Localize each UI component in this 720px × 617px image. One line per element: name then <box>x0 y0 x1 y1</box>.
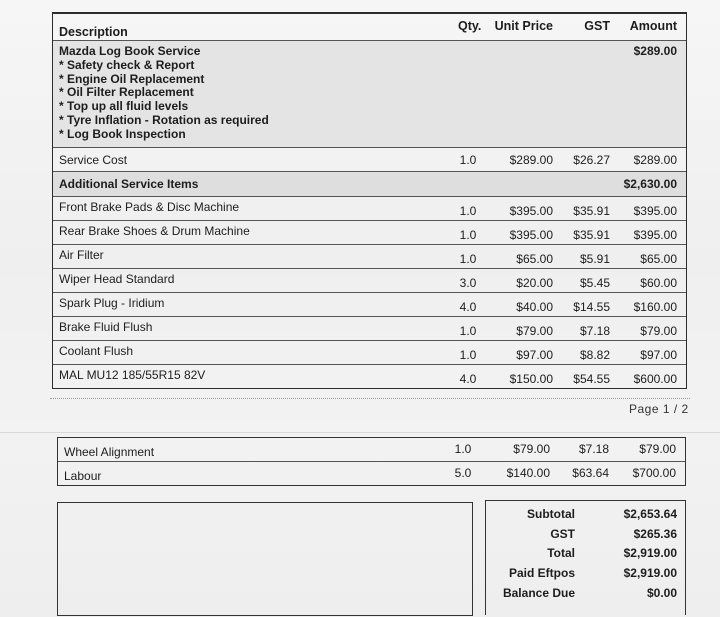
paid-value: $2,919.00 <box>623 566 677 580</box>
table-row <box>53 244 686 268</box>
row-amount: $65.00 <box>640 252 677 266</box>
row-qty: 1.0 <box>459 204 477 218</box>
row-description: Wheel Alignment <box>64 445 155 459</box>
row-unit-price: $140.00 <box>506 466 550 480</box>
row-unit-price: $79.00 <box>513 442 550 456</box>
row-qty: 1.0 <box>459 324 477 338</box>
row-unit-price: $150.00 <box>509 372 553 386</box>
paid-label: Paid Eftpos <box>508 566 575 580</box>
row-gst: $54.55 <box>573 372 610 386</box>
header-description: Description <box>59 25 128 39</box>
additional-title: Additional Service Items <box>59 177 199 191</box>
row-unit-price: $79.00 <box>516 324 553 338</box>
row-qty: 4.0 <box>459 372 477 386</box>
row-amount: $289.00 <box>633 153 677 167</box>
row-description: Rear Brake Shoes & Drum Machine <box>59 224 250 238</box>
row-description: Wiper Head Standard <box>59 272 175 286</box>
service-checklist-item: * Engine Oil Replacement <box>59 71 205 86</box>
row-qty: 3.0 <box>459 276 477 290</box>
header-amount: Amount <box>629 19 677 33</box>
row-description: MAL MU12 185/55R15 82V <box>59 368 206 382</box>
total-value: $2,919.00 <box>623 546 677 560</box>
subtotal-label: Subtotal <box>527 507 575 521</box>
service-checklist-item: * Top up all fluid levels <box>59 99 189 114</box>
table-row <box>53 364 686 388</box>
row-gst: $26.27 <box>573 153 610 167</box>
header-gst: GST <box>584 19 610 33</box>
header-qty: Qty. <box>458 19 482 33</box>
row-unit-price: $97.00 <box>516 348 553 362</box>
row-description: Spark Plug - Iridium <box>59 296 165 310</box>
row-qty: 1.0 <box>454 442 472 456</box>
row-unit-price: $20.00 <box>516 276 553 290</box>
row-unit-price: $289.00 <box>509 153 553 167</box>
table-row <box>58 438 685 461</box>
row-gst: $35.91 <box>573 228 610 242</box>
row-description: Front Brake Pads & Disc Machine <box>59 200 240 214</box>
row-qty: 1.0 <box>459 153 477 167</box>
service-title: Mazda Log Book Service <box>59 44 201 58</box>
row-description: Labour <box>64 469 102 483</box>
table-row <box>53 340 686 364</box>
row-amount: $79.00 <box>639 442 676 456</box>
row-gst: $5.91 <box>579 252 610 266</box>
row-amount: $160.00 <box>633 300 677 314</box>
row-qty: 1.0 <box>459 228 477 242</box>
row-gst: $8.82 <box>579 348 610 362</box>
row-description: Service Cost <box>59 153 128 167</box>
balance-value: $0.00 <box>646 586 677 600</box>
row-description: Air Filter <box>59 248 104 262</box>
row-qty: 1.0 <box>459 252 477 266</box>
row-description: Brake Fluid Flush <box>59 320 153 334</box>
row-description: Coolant Flush <box>59 344 134 358</box>
row-amount: $79.00 <box>640 324 677 338</box>
service-checklist-item: * Safety check & Report <box>59 58 195 72</box>
invoice-table-continued <box>57 437 686 486</box>
row-gst: $35.91 <box>573 204 610 218</box>
subtotal-value: $2,653.64 <box>623 507 677 521</box>
invoice-table <box>52 12 687 389</box>
row-gst: $7.18 <box>578 442 609 456</box>
table-row <box>53 220 686 244</box>
row-amount: $600.00 <box>633 372 677 386</box>
table-header <box>53 14 686 40</box>
table-row <box>53 316 686 340</box>
row-gst: $63.64 <box>572 466 609 480</box>
table-row <box>53 292 686 316</box>
balance-label: Balance Due <box>502 586 575 600</box>
row-unit-price: $395.00 <box>509 228 553 242</box>
service-checklist <box>59 59 269 141</box>
table-row <box>58 461 685 485</box>
table-row <box>53 196 686 220</box>
row-amount: $60.00 <box>640 276 677 290</box>
row-qty: 5.0 <box>454 466 472 480</box>
row-unit-price: $65.00 <box>516 252 553 266</box>
row-qty: 4.0 <box>459 300 477 314</box>
row-unit-price: $395.00 <box>509 204 553 218</box>
gst-value: $265.36 <box>633 527 677 541</box>
service-cost-row <box>53 147 686 171</box>
service-checklist-item: * Oil Filter Replacement <box>59 85 194 100</box>
service-checklist-item: * Tyre Inflation - Rotation as required <box>59 112 269 127</box>
additional-items-header <box>53 171 686 196</box>
row-gst: $14.55 <box>573 300 610 314</box>
row-amount: $395.00 <box>633 228 677 242</box>
service-amount: $289.00 <box>633 44 677 58</box>
header-unit-price: Unit Price <box>494 19 553 33</box>
row-gst: $7.18 <box>579 324 610 338</box>
row-amount: $700.00 <box>632 466 676 480</box>
row-amount: $395.00 <box>633 204 677 218</box>
notes-box <box>57 502 473 616</box>
row-gst: $5.45 <box>579 276 610 290</box>
row-unit-price: $40.00 <box>516 300 553 314</box>
additional-amount: $2,630.00 <box>623 177 677 191</box>
table-row <box>53 268 686 292</box>
row-amount: $97.00 <box>640 348 677 362</box>
page-number: Page 1 / 2 <box>629 402 689 416</box>
row-qty: 1.0 <box>459 348 477 362</box>
page-divider <box>50 398 690 399</box>
service-checklist-item: * Log Book Inspection <box>59 126 186 141</box>
total-label: Total <box>547 546 575 560</box>
service-package <box>53 40 686 147</box>
totals-box <box>485 500 686 615</box>
gst-label: GST <box>550 527 575 541</box>
